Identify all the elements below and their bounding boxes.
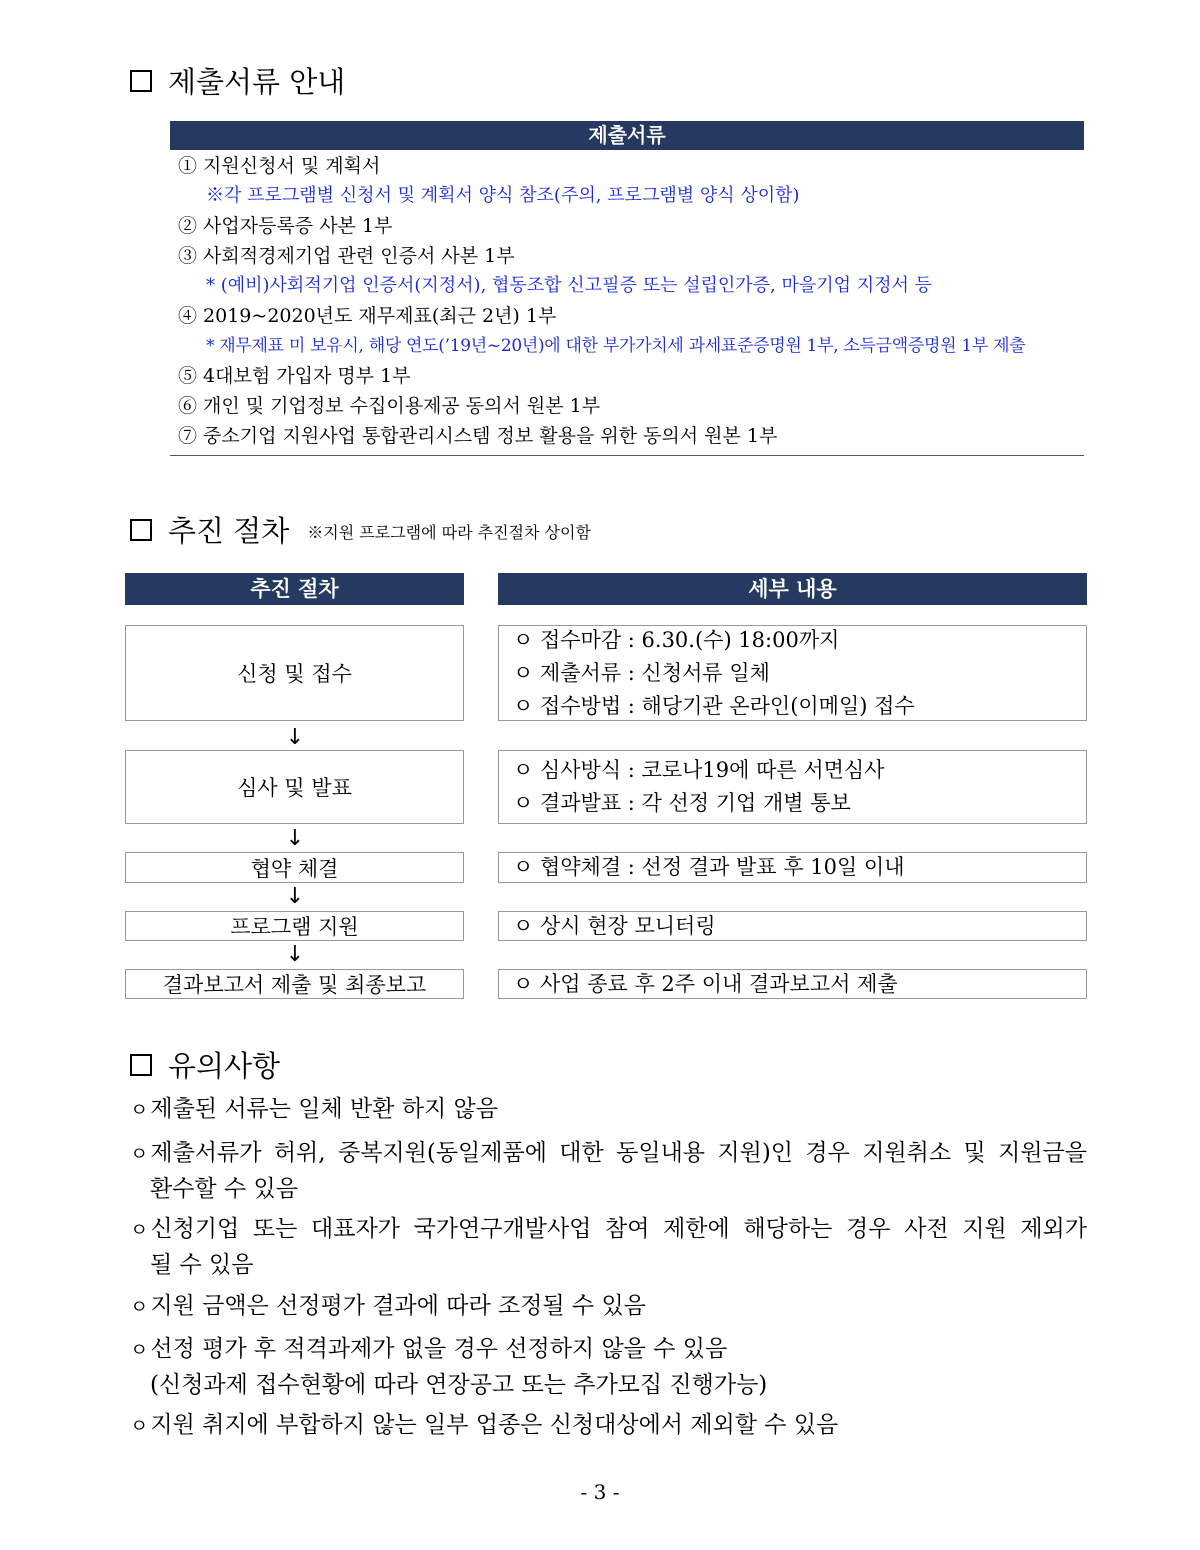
detail-line: ㅇ 제출서류 : 신청서류 일체 — [513, 660, 770, 685]
step-label: 프로그램 지원 — [230, 915, 359, 939]
note-text: 제출된 서류는 일체 반환 하지 않음 — [150, 1096, 498, 1122]
note-item — [130, 1408, 1087, 1444]
checkbox-square-icon — [130, 519, 152, 541]
section-docs-title — [130, 64, 345, 100]
note-text-cont: 환수할 수 있음 — [150, 1176, 298, 1202]
process-note: ※지원 프로그램에 따라 추진절차 상이함 — [307, 523, 591, 542]
note-text: 지원 취지에 부합하지 않는 일부 업종은 신청대상에서 제외할 수 있음 — [150, 1412, 839, 1438]
doc-note: * 재무제표 미 보유시, 해당 연도(’19년~20년)에 대한 부가가치세 과세표준증명원 1부, 소득금액증명원 1부 제출 — [206, 336, 1026, 356]
step-label: 결과보고서 제출 및 최종보고 — [162, 973, 427, 997]
note-text: 지원 금액은 선정평가 결과에 따라 조정될 수 있음 — [150, 1293, 646, 1319]
process-detail-report — [498, 969, 1087, 999]
section-docs-title-text: 제출서류 안내 — [168, 65, 346, 99]
process-step-agreement — [125, 852, 464, 883]
down-arrow-icon: ↓ — [285, 884, 305, 909]
doc-item: ③ 사회적경제기업 관련 인증서 사본 1부 — [178, 245, 515, 267]
note-text: 선정 평가 후 적격과제가 없을 경우 선정하지 않을 수 있음 — [150, 1336, 728, 1362]
detail-line: ㅇ 접수방법 : 해당기관 온라인(이메일) 접수 — [513, 693, 915, 718]
note-text: 신청기업 또는 대표자가 국가연구개발사업 참여 제한에 해당하는 경우 사전 지원 제외가 — [150, 1216, 1087, 1242]
process-step-apply — [125, 625, 464, 721]
detail-line: ㅇ 상시 현장 모니터링 — [513, 913, 716, 938]
bullet-circle-icon: ㅇ — [130, 1143, 149, 1165]
doc-item: ② 사업자등록증 사본 1부 — [178, 215, 393, 237]
detail-line: ㅇ 심사방식 : 코로나19에 따른 서면심사 — [513, 758, 885, 782]
doc-item: ⑦ 중소기업 지원사업 통합관리시스템 정보 활용을 위한 동의서 원본 1부 — [178, 425, 778, 447]
bullet-circle-icon: ㅇ — [130, 1415, 149, 1437]
checkbox-square-icon — [130, 1054, 152, 1076]
process-detail-review — [498, 750, 1087, 824]
note-text-cont: (신청과제 접수현황에 따라 연장공고 또는 추가모집 진행가능) — [150, 1372, 768, 1398]
page-number: - 3 - — [580, 1480, 620, 1504]
process-step-report — [125, 969, 464, 999]
doc-note: * (예비)사회적기업 인증서(지정서), 협동조합 신고필증 또는 설립인가증, 마을기업 지정서 등 — [206, 275, 932, 296]
process-detail-support — [498, 911, 1087, 941]
doc-item: ① 지원신청서 및 계획서 — [178, 155, 381, 177]
section-process-title-text: 추진 절차 — [168, 514, 290, 548]
docs-header-band: 제출서류 — [170, 121, 1084, 150]
note-item — [130, 1092, 1087, 1128]
docs-list — [170, 151, 1084, 456]
down-arrow-icon: ↓ — [285, 826, 305, 851]
note-text: 제출서류가 허위, 중복지원(동일제품에 대한 동일내용 지원)인 경우 지원취소 및 지원금을 — [150, 1140, 1087, 1166]
bullet-circle-icon: ㅇ — [130, 1339, 149, 1361]
bullet-circle-icon: ㅇ — [130, 1296, 149, 1318]
process-step-header: 추진 절차 — [125, 573, 464, 605]
doc-item: ⑥ 개인 및 기업정보 수집이용제공 동의서 원본 1부 — [178, 395, 601, 417]
detail-line: ㅇ 결과발표 : 각 선정 기업 개별 통보 — [513, 791, 851, 815]
section-process-title — [130, 513, 591, 554]
process-detail-agreement — [498, 852, 1087, 883]
doc-note: ※각 프로그램별 신청서 및 계획서 양식 참조(주의, 프로그램별 양식 상이함) — [206, 185, 800, 206]
process-detail-apply — [498, 625, 1087, 721]
bullet-circle-icon: ㅇ — [130, 1219, 149, 1241]
process-step-review — [125, 750, 464, 824]
detail-line: ㅇ 접수마감 : 6.30.(수) 18:00까지 — [513, 627, 840, 652]
section-notes-title — [130, 1048, 280, 1084]
note-text-cont: 될 수 있음 — [150, 1252, 254, 1278]
section-notes-title-text: 유의사항 — [168, 1049, 281, 1083]
doc-item: ④ 2019~2020년도 재무제표(최근 2년) 1부 — [178, 305, 557, 327]
bullet-circle-icon: ㅇ — [130, 1099, 149, 1121]
note-item — [130, 1289, 1087, 1325]
step-label: 심사 및 발표 — [237, 776, 352, 800]
detail-line: ㅇ 협약체결 : 선정 결과 발표 후 10일 이내 — [513, 855, 905, 879]
down-arrow-icon: ↓ — [285, 725, 305, 750]
step-label: 신청 및 접수 — [237, 662, 352, 686]
note-item — [130, 1136, 1087, 1207]
down-arrow-icon: ↓ — [285, 942, 305, 967]
process-detail-header: 세부 내용 — [498, 573, 1087, 605]
doc-item: ⑤ 4대보험 가입자 명부 1부 — [178, 365, 411, 387]
step-label: 협약 체결 — [250, 856, 339, 881]
checkbox-square-icon — [130, 70, 152, 92]
detail-line: ㅇ 사업 종료 후 2주 이내 결과보고서 제출 — [513, 971, 898, 996]
note-item — [130, 1212, 1087, 1283]
note-item — [130, 1332, 1087, 1403]
process-step-support — [125, 911, 464, 941]
